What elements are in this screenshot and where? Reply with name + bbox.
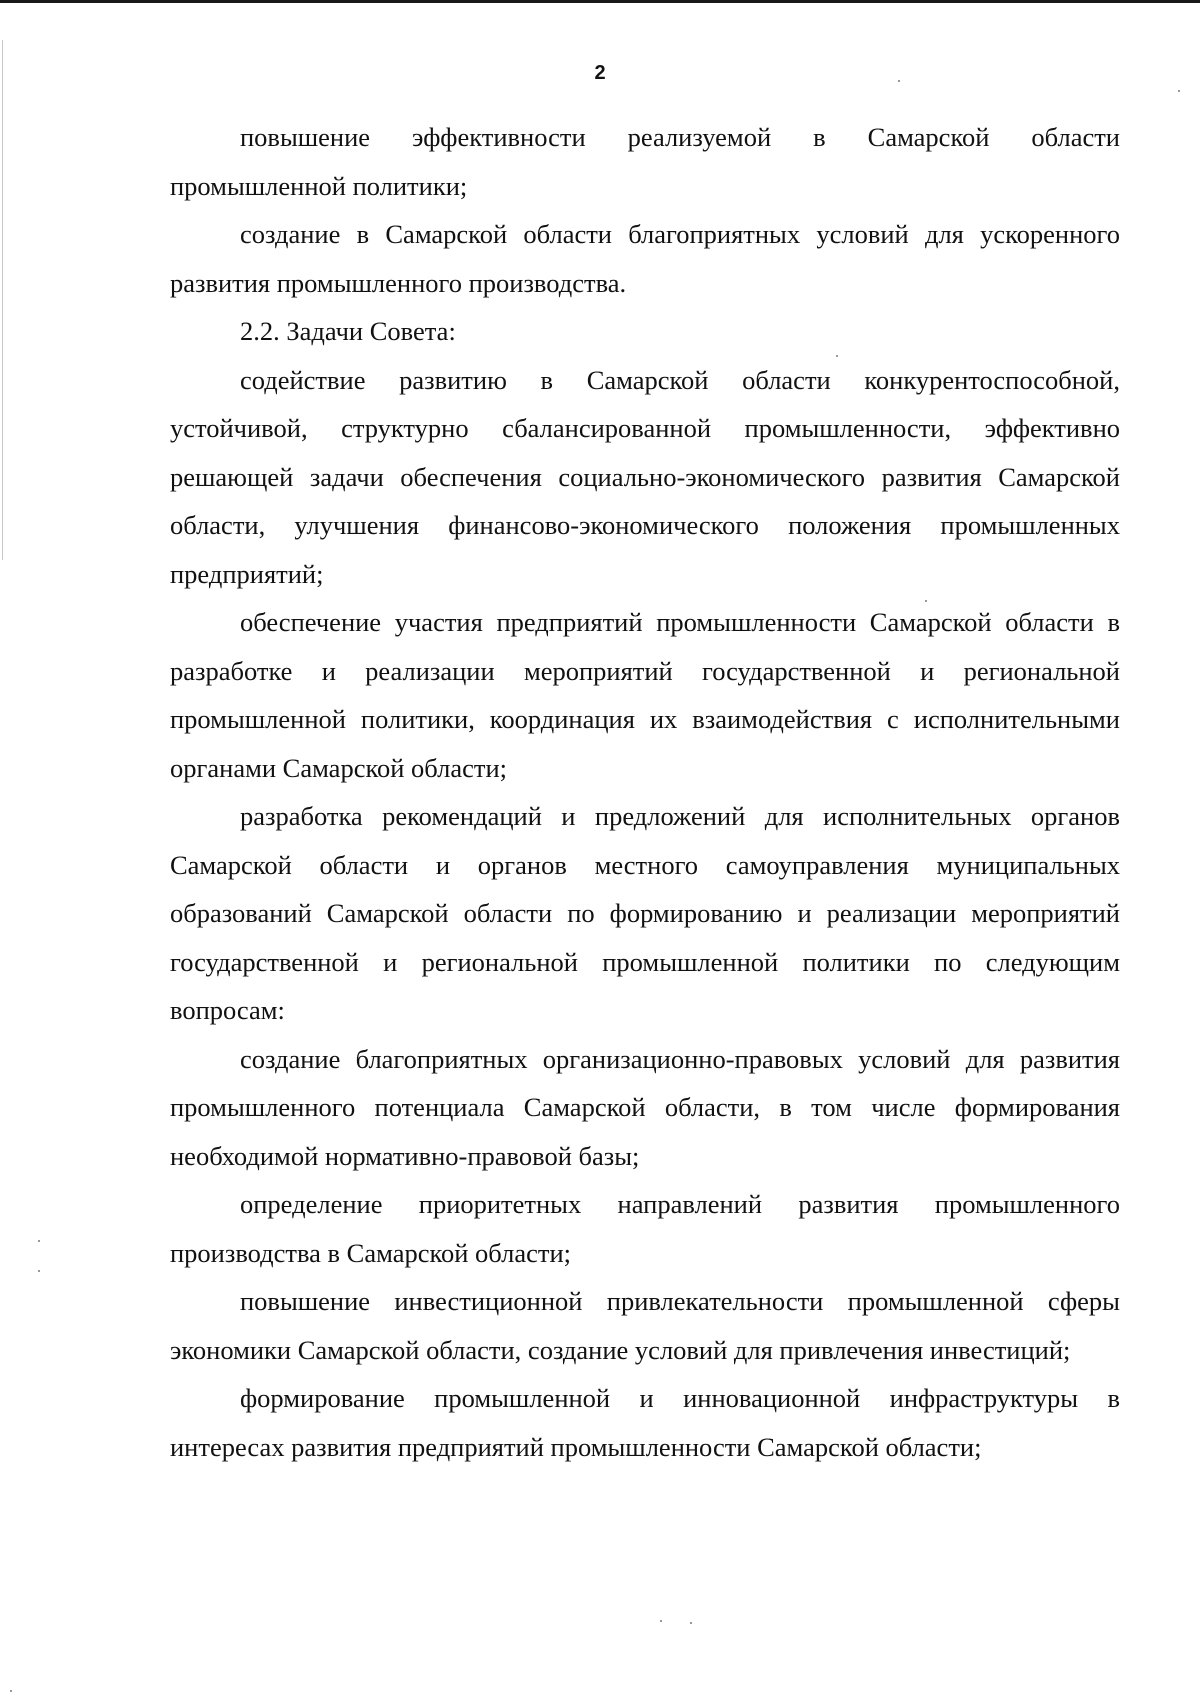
scan-speck (10, 1690, 12, 1692)
scan-speck (38, 1270, 40, 1272)
scan-left-edge (2, 40, 3, 560)
scan-speck (690, 1622, 692, 1624)
paragraph: повышение эффективности реализуемой в Самарской области промышленной политики; (170, 122, 1120, 201)
scan-speck (1178, 90, 1180, 92)
document-body (170, 113, 1120, 1471)
scan-top-edge (0, 0, 1200, 3)
scan-speck (660, 1620, 662, 1622)
paragraph: определение приоритетных направлений развития промышленного производства в Самарской области; (170, 1189, 1120, 1268)
paragraph: формирование промышленной и инновационной инфраструктуры в интересах развития предприятий промышленности Самарской области; (170, 1383, 1120, 1462)
paragraph: создание в Самарской области благоприятных условий для ускоренного развития промышленного производства. (170, 219, 1120, 298)
paragraph: разработка рекомендаций и предложений для исполнительных органов Самарской области и органов местного самоуправления муниципальных образований Самарской области по формированию и реализации мероприятий государственной и региональной промышленной политики по следующим вопросам: (170, 801, 1120, 1025)
scan-speck (38, 1240, 40, 1242)
paragraph: создание благоприятных организационно-правовых условий для развития промышленного потенциала Самарской области, в том числе формирования необходимой нормативно-правовой базы; (170, 1043, 1120, 1171)
section-heading: 2.2. Задачи Совета: (240, 316, 456, 346)
paragraph: содействие развитию в Самарской области конкурентоспособной, устойчивой, структурно сбалансированной промышленности, эффективно решающей задачи обеспечения социально-экономического развития Самарской области, улучшения финансово-экономического положения промышленных предприятий; (170, 364, 1120, 589)
scan-speck (925, 600, 927, 602)
paragraph: обеспечение участия предприятий промышленности Самарской области в разработке и реализации мероприятий государственной и региональной промышленной политики, координация их взаимодействия с исполнительными органами Самарской области; (170, 607, 1120, 783)
scan-speck (898, 80, 900, 82)
page-number: 2 (594, 62, 606, 84)
paragraph: повышение инвестиционной привлекательности промышленной сферы экономики Самарской области, создание условий для привлечения инвестиций; (170, 1286, 1120, 1365)
scan-speck (836, 355, 838, 357)
